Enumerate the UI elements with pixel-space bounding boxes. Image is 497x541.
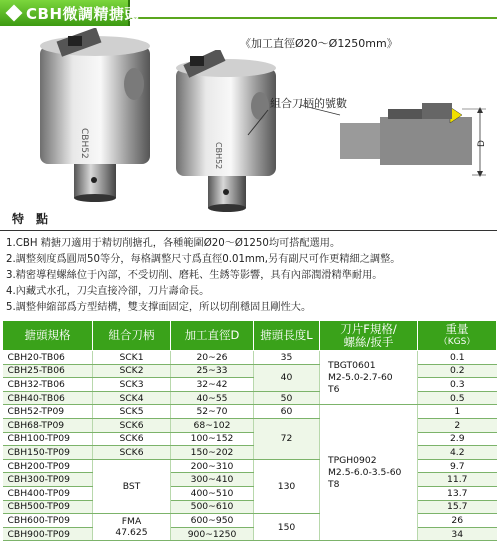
col-header-insert-line2: 螺絲/扳手 (343, 334, 394, 349)
col-header-weight-unit: （KGS） (438, 336, 476, 347)
table-row (3, 418, 497, 432)
cell-diameter: 300~410 (171, 473, 254, 487)
page-title: CBH微調精搪頭 (26, 5, 140, 23)
cell-model: CBH300-TP09 (3, 473, 93, 487)
cell-weight: 2.9 (418, 432, 497, 446)
dimension-diagram (300, 95, 495, 190)
cell-diameter: 500~610 (171, 500, 254, 514)
shank-fma: FMA (121, 516, 142, 528)
feature-item: 2.調整刻度爲圓周50等分，每格調整尺寸爲直徑0.01mm,另有副尺可作更精細之調整。 (6, 254, 401, 265)
cell-model: CBH40-TB06 (3, 391, 93, 405)
cell-weight: 2 (418, 418, 497, 432)
cell-diameter: 68~102 (171, 418, 254, 432)
cell-diameter: 40~55 (171, 391, 254, 405)
table-row (3, 473, 497, 487)
table-row (3, 378, 497, 392)
cell-shank: SCK6 (93, 418, 171, 432)
cell-length: 35 (254, 351, 320, 365)
cell-shank: BST (93, 459, 171, 513)
cell-length: 40 (254, 364, 320, 391)
cell-model: CBH68-TP09 (3, 418, 93, 432)
cell-weight: 13.7 (418, 486, 497, 500)
cell-model: CBH25-TB06 (3, 364, 93, 378)
feature-item: 3.精密導程螺絲位于內部，不受切削、磨耗、生銹等影響，具有內部潤滑精準耐用。 (6, 270, 383, 281)
cell-diameter: 150~202 (171, 446, 254, 460)
table-row (3, 391, 497, 405)
cell-weight: 0.1 (418, 351, 497, 365)
col-header-diameter: 加工直徑D (171, 321, 254, 351)
cell-shank: SCK6 (93, 446, 171, 460)
col-header-insert-line1: 刀片F規格/ (340, 321, 397, 336)
cell-model: CBH400-TP09 (3, 486, 93, 500)
insert-tpgh-screw: M2.5-6.0-3.5-60 (328, 466, 402, 478)
feature-item: 5.調整伸縮部爲方型結構，雙支撑面固定，所以切削穩固且剛性大。 (6, 302, 312, 313)
feature-item: 1.CBH 精搪刀適用于精切削搪孔，各種範圍Ø20～Ø1250均可搭配選用。 (6, 238, 341, 249)
col-header-length: 搪頭長度L (254, 321, 320, 351)
table-row (3, 432, 497, 446)
cell-weight: 34 (418, 527, 497, 541)
col-header-weight (418, 321, 497, 351)
table-row (3, 446, 497, 460)
cell-weight: 15.7 (418, 500, 497, 514)
cell-diameter: 400~510 (171, 486, 254, 500)
table-header-row (3, 321, 497, 351)
table-row (3, 486, 497, 500)
spec-table (2, 320, 497, 541)
cell-weight: 1 (418, 405, 497, 419)
table-row (3, 459, 497, 473)
table-row (3, 351, 497, 365)
features-divider (0, 230, 497, 231)
cell-diameter: 52~70 (171, 405, 254, 419)
insert-tpgh-wrench: T8 (328, 478, 340, 490)
cell-diameter: 32~42 (171, 378, 254, 392)
table-row (3, 500, 497, 514)
cell-shank: SCK4 (93, 391, 171, 405)
shank-number-callout: 組合刀柄的號數 (270, 97, 347, 110)
cell-weight: 11.7 (418, 473, 497, 487)
cell-shank: SCK3 (93, 378, 171, 392)
header-rule (130, 17, 497, 19)
col-header-shank: 組合刀柄 (93, 321, 171, 351)
insert-tbgt-screw: M2-5.0-2.7-60 (328, 371, 393, 383)
cell-weight: 4.2 (418, 446, 497, 460)
cell-length: 50 (254, 391, 320, 405)
col-header-insert (320, 321, 418, 351)
cell-model: CBH52-TP09 (3, 405, 93, 419)
table-row (3, 527, 497, 541)
cell-model: CBH100-TP09 (3, 432, 93, 446)
cell-model: CBH500-TP09 (3, 500, 93, 514)
cell-model: CBH20-TB06 (3, 351, 93, 365)
cell-model: CBH150-TP09 (3, 446, 93, 460)
cell-length: 72 (254, 418, 320, 459)
cell-length: 60 (254, 405, 320, 419)
diameter-d-label: D (477, 140, 487, 147)
feature-item: 4.內藏式水孔，刀尖直接冷卻，刀片壽命長。 (6, 286, 210, 297)
cell-shank (93, 514, 171, 541)
table-row (3, 514, 497, 528)
cell-shank: SCK5 (93, 405, 171, 419)
cell-model: CBH32-TB06 (3, 378, 93, 392)
cell-weight: 0.3 (418, 378, 497, 392)
insert-tbgt-model: TBGT0601 (328, 359, 376, 371)
cell-diameter: 200~310 (171, 459, 254, 473)
cell-weight: 26 (418, 514, 497, 528)
svg-text:CBH52: CBH52 (79, 128, 89, 159)
spec-table-wrap (2, 320, 496, 541)
cell-diameter: 900~1250 (171, 527, 254, 541)
insert-tpgh-model: TPGH0902 (328, 454, 377, 466)
cell-insert-tpgh (320, 405, 418, 541)
header-banner (0, 0, 497, 26)
boring-head-image-small (168, 50, 288, 215)
cell-diameter: 600~950 (171, 514, 254, 528)
insert-tbgt-wrench: T6 (328, 383, 340, 395)
cell-shank: SCK1 (93, 351, 171, 365)
table-row (3, 405, 497, 419)
cell-shank: SCK6 (93, 432, 171, 446)
cell-length: 150 (254, 514, 320, 541)
svg-text:CBH52: CBH52 (214, 142, 223, 170)
col-header-weight-line1: 重量 (445, 321, 469, 336)
cell-shank: SCK2 (93, 364, 171, 378)
cell-model: CBH900-TP09 (3, 527, 93, 541)
col-header-model: 搪頭規格 (3, 321, 93, 351)
cell-diameter: 20~26 (171, 351, 254, 365)
table-row (3, 364, 497, 378)
cell-model: CBH600-TP09 (3, 514, 93, 528)
cell-insert-tbgt (320, 351, 418, 405)
cell-weight: 0.2 (418, 364, 497, 378)
shank-fma-size: 47.625 (115, 527, 148, 539)
cell-weight: 9.7 (418, 459, 497, 473)
cell-weight: 0.5 (418, 391, 497, 405)
cell-diameter: 100~152 (171, 432, 254, 446)
features-title: 特 點 (12, 212, 49, 226)
cell-model: CBH200-TP09 (3, 459, 93, 473)
machining-range: 《加工直徑Ø20～Ø1250mm》 (240, 37, 398, 50)
features-list (6, 236, 496, 316)
cell-diameter: 25~33 (171, 364, 254, 378)
boring-head-image-large (30, 28, 160, 203)
cell-length: 130 (254, 459, 320, 513)
